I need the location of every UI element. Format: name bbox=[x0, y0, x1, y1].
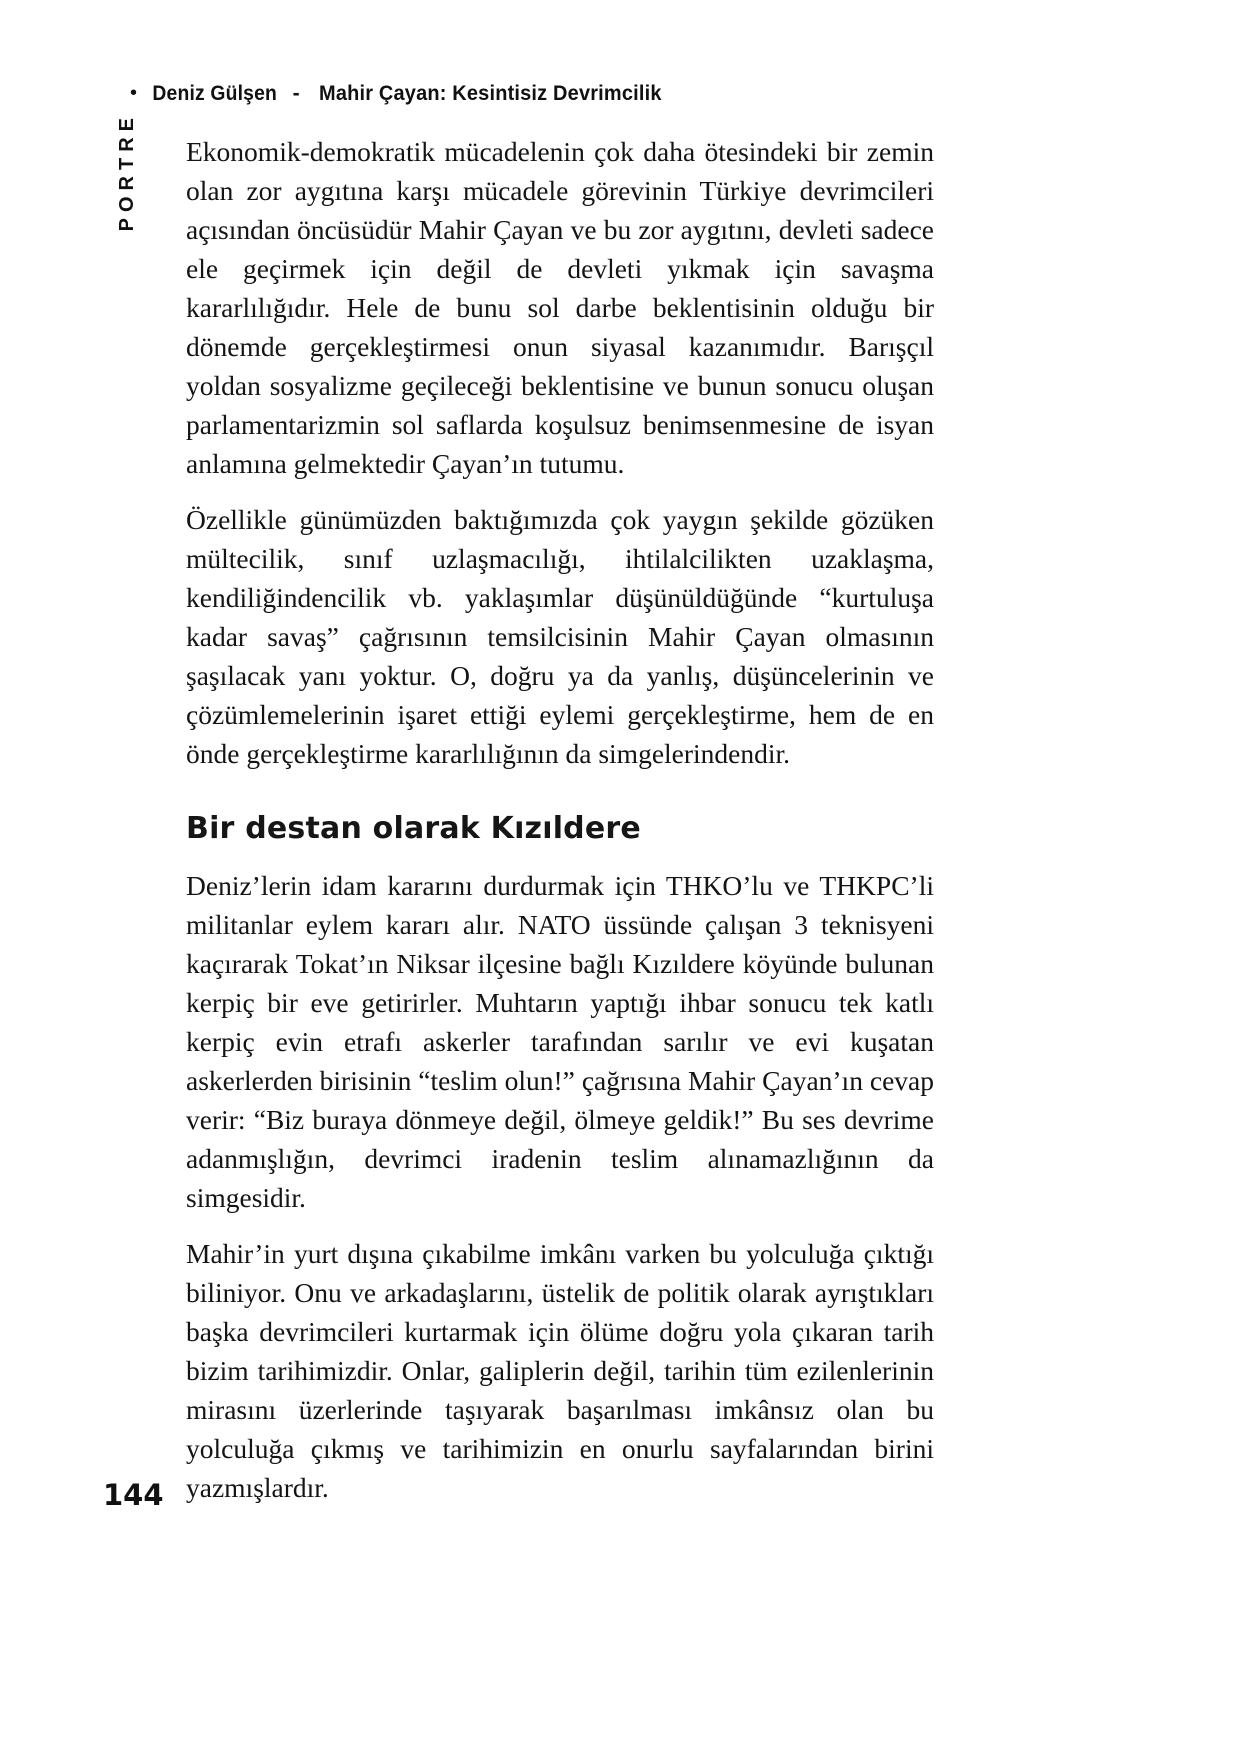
header-author: Deniz Gülşen bbox=[152, 82, 278, 105]
header-separator: - bbox=[292, 82, 300, 105]
paragraph: Özellikle günümüzden baktığımızda çok yaygın şekilde gözüken mültecilik, sınıf uzlaşmacılığı, ihtilalcilikten uzaklaşma, kendiliğindencilik vb. yaklaşımlar düşünüldüğünde “kurtuluşa kadar savaş” çağrısının temsilcisinin Mahir Çayan olmasının şaşılacak yanı yoktur. O, doğru ya da yanlış, düşüncelerinin ve çözümlemelerinin işaret ettiği eylemi gerçekleştirme, hem de en önde gerçekleştirme kararlılığının da simgelerindendir. bbox=[186, 504, 934, 769]
margin-section-label: PORTRE bbox=[116, 112, 138, 232]
header-book-title: Mahir Çayan: Kesintisiz Devrimcilik bbox=[318, 82, 662, 105]
paragraph: Mahir’in yurt dışına çıkabilme imkânı varken bu yolculuğa çıktığı biliniyor. Onu ve arkadaşlarını, üstelik de politik olarak ayrıştıkları başka devrimcileri kurtarmak için ölüme doğru yola çıkaran tarih bizim tarihimizdir. Onlar, galiplerin değil, tarihin tüm ezilenlerinin mirasını üzerlerinde taşıyarak başarılması imkânsız olan bu yolculuğa çıkmış ve tarihimizin en onurlu sayfalarından birini yazmışlardır. bbox=[186, 1238, 934, 1503]
bullet-icon: • bbox=[130, 82, 138, 104]
running-header bbox=[130, 82, 670, 106]
paragraph: Deniz’lerin idam kararını durdurmak için THKO’lu ve THKPC’li militanlar eylem kararı alır. NATO üssünde çalışan 3 teknisyeni kaçırarak Tokat’ın Niksar ilçesine bağlı Kızıldere köyünde bulunan kerpiç bir eve getirirler. Muhtarın yaptığı ihbar sonucu tek katlı kerpiç evin etrafı askerler tarafından sarılır ve evi kuşatan askerlerden birisinin “teslim olun!” çağrısına Mahir Çayan’ın cevap verir: “Biz buraya dönmeye değil, ölmeye geldik!” Bu ses devrime adanmışlığın, devrimci iradenin teslim alınamazlığının da simgesidir. bbox=[186, 870, 934, 1213]
section-heading: Bir destan olarak Kızıldere bbox=[186, 811, 641, 846]
page-number: 144 bbox=[103, 1478, 164, 1512]
main-text-column bbox=[186, 132, 934, 1524]
paragraph: Ekonomik-demokratik mücadelenin çok daha ötesindeki bir zemin olan zor aygıtına karşı mücadele görevinin Türkiye devrimcileri açısından öncüsüdür Mahir Çayan ve bu zor aygıtını, devleti sadece ele geçirmek için değil de devleti yıkmak için savaşma kararlılığıdır. Hele de bunu sol darbe beklentisinin olduğu bir dönemde gerçekleştirmesi onun siyasal kazanımıdır. Barışçıl yoldan sosyalizme geçileceği beklentisine ve bunun sonucu oluşan parlamentarizmin sol saflarda koşulsuz benimsenmesine de isyan anlamına gelmektedir Çayan’ın tutumu. bbox=[186, 136, 934, 479]
